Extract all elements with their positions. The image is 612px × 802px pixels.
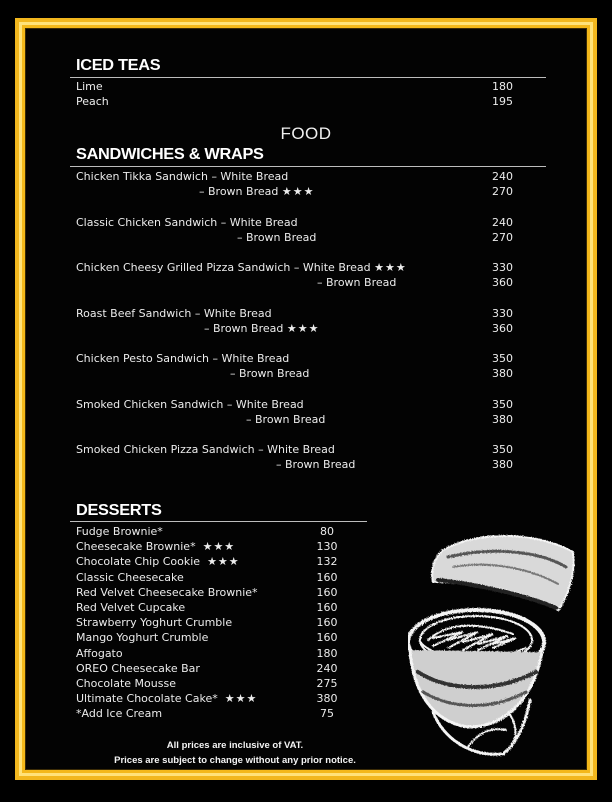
dessert-item [76, 571, 187, 584]
recommended-stars-icon: ★★★ [374, 261, 407, 274]
dessert-price: 160 [316, 570, 338, 584]
vat-notice: All prices are inclusive of VAT. [166, 740, 304, 751]
sandwich-brown-label: – Brown Bread [246, 412, 326, 426]
desserts-heading: DESSERTS [76, 502, 162, 519]
iced-teas-divider [70, 77, 546, 78]
sandwich-brown-bread [246, 413, 325, 426]
recommended-stars-icon: ★★★ [207, 555, 240, 569]
sandwich-brown-price: 360 [492, 321, 513, 335]
sandwich-white-bread [76, 443, 335, 456]
sandwich-white-bread [76, 216, 298, 229]
sandwich-brown-label: – Brown Bread [230, 367, 310, 380]
sandwich-brown-label: – Brown Bread [199, 185, 279, 198]
sandwich-white-label: Smoked Chicken Sandwich – White Bread [76, 397, 304, 411]
sandwich-white-bread [76, 352, 289, 365]
dessert-item [76, 601, 189, 614]
dessert-item [76, 707, 166, 720]
sandwich-white-label: Classic Chicken Sandwich – White Bread [76, 215, 298, 229]
dessert-name: Classic Cheesecake [76, 570, 184, 584]
menu-item-name: Peach [76, 95, 109, 108]
sandwich-brown-price: 380 [492, 458, 513, 471]
dessert-name: Chocolate Chip Cookie [76, 555, 201, 569]
recommended-stars-icon: ★★★ [202, 540, 236, 554]
sandwich-white-price: 330 [492, 261, 513, 274]
sandwich-white-bread [76, 398, 304, 411]
dessert-price: 380 [316, 692, 338, 706]
sandwich-brown-bread [317, 276, 396, 289]
menu-item-name: Lime [76, 80, 103, 93]
dessert-item [76, 586, 261, 599]
dessert-price: 160 [316, 601, 338, 614]
dessert-item [76, 525, 166, 538]
dessert-price: 240 [316, 661, 338, 675]
sandwich-white-price: 350 [492, 352, 513, 365]
sandwich-brown-price: 380 [492, 367, 513, 380]
dessert-item [76, 631, 212, 644]
sandwich-brown-label: – Brown Bread [237, 230, 317, 244]
sandwich-white-label: Roast Beef Sandwich – White Bread [76, 306, 272, 320]
dessert-price: 160 [316, 631, 338, 645]
sandwich-brown-price: 360 [492, 276, 513, 289]
recommended-stars-icon: ★★★ [224, 692, 258, 706]
dessert-price: 180 [316, 646, 338, 660]
sandwiches-divider [70, 166, 546, 167]
dessert-item [76, 616, 236, 629]
dessert-name: *Add Ice Cream [76, 707, 163, 721]
dessert-name: Mango Yoghurt Crumble [76, 631, 209, 645]
sandwich-white-label: Smoked Chicken Pizza Sandwich – White Bread [76, 443, 335, 456]
dessert-price: 275 [316, 677, 338, 690]
coffee-cup-latte-art-icon [408, 522, 580, 772]
sandwich-white-label: Chicken Pesto Sandwich – White Bread [76, 352, 290, 365]
sandwich-white-bread [76, 307, 272, 320]
dessert-name: Strawberry Yoghurt Crumble [76, 616, 233, 630]
dessert-item [76, 647, 126, 660]
sandwich-brown-price: 380 [492, 412, 513, 426]
dessert-name: Red Velvet Cheesecake Brownie* [76, 585, 258, 599]
sandwich-white-price: 350 [492, 443, 513, 456]
dessert-price: 132 [316, 555, 338, 569]
food-section-title: FOOD [280, 124, 332, 143]
dessert-name: Chocolate Mousse [76, 677, 176, 690]
sandwich-brown-price: 270 [492, 185, 513, 198]
dessert-name: Red Velvet Cupcake [76, 601, 186, 614]
dessert-price: 160 [316, 616, 338, 630]
iced-teas-heading: ICED TEAS [76, 57, 161, 74]
dessert-price: 160 [316, 585, 338, 599]
dessert-item [76, 540, 235, 553]
sandwich-white-price: 330 [492, 306, 513, 320]
price-change-notice: Prices are subject to change without any prior notice. [114, 755, 356, 766]
sandwich-brown-bread [230, 367, 309, 380]
sandwich-white-price: 240 [492, 215, 513, 229]
sandwich-white-price: 240 [492, 170, 513, 183]
dessert-name: Cheesecake Brownie* [76, 540, 196, 554]
sandwich-white-bread [76, 261, 407, 274]
dessert-name: Fudge Brownie* [76, 525, 163, 538]
sandwich-brown-price: 270 [492, 230, 513, 244]
dessert-item [76, 662, 203, 675]
sandwich-brown-label: – Brown Bread [204, 321, 284, 335]
menu-item-price: 195 [492, 95, 513, 108]
recommended-stars-icon: ★★★ [286, 321, 320, 335]
sandwiches-heading: SANDWICHES & WRAPS [76, 146, 264, 163]
sandwich-brown-bread [237, 231, 316, 244]
dessert-name: Affogato [76, 646, 123, 660]
sandwich-brown-label: – Brown Bread [317, 276, 397, 289]
sandwich-brown-bread [199, 185, 314, 198]
sandwich-white-label: Chicken Cheesy Grilled Pizza Sandwich – White Bread [76, 261, 371, 274]
dessert-name: OREO Cheesecake Bar [76, 661, 200, 675]
dessert-item [76, 555, 240, 568]
sandwich-brown-bread [276, 458, 355, 471]
dessert-price: 75 [320, 707, 334, 721]
sandwich-brown-bread [204, 322, 319, 335]
sandwich-white-price: 350 [492, 397, 513, 411]
recommended-stars-icon: ★★★ [281, 185, 315, 198]
dessert-name: Ultimate Chocolate Cake* [76, 692, 218, 706]
dessert-price: 80 [320, 525, 334, 538]
dessert-item [76, 692, 257, 705]
sandwich-white-label: Chicken Tikka Sandwich – White Bread [76, 170, 289, 183]
menu-item-price: 180 [492, 80, 513, 93]
dessert-price: 130 [316, 540, 338, 554]
sandwich-brown-label: – Brown Bread [276, 458, 356, 471]
dessert-item [76, 677, 179, 690]
desserts-divider [70, 521, 367, 522]
sandwich-white-bread [76, 170, 288, 183]
